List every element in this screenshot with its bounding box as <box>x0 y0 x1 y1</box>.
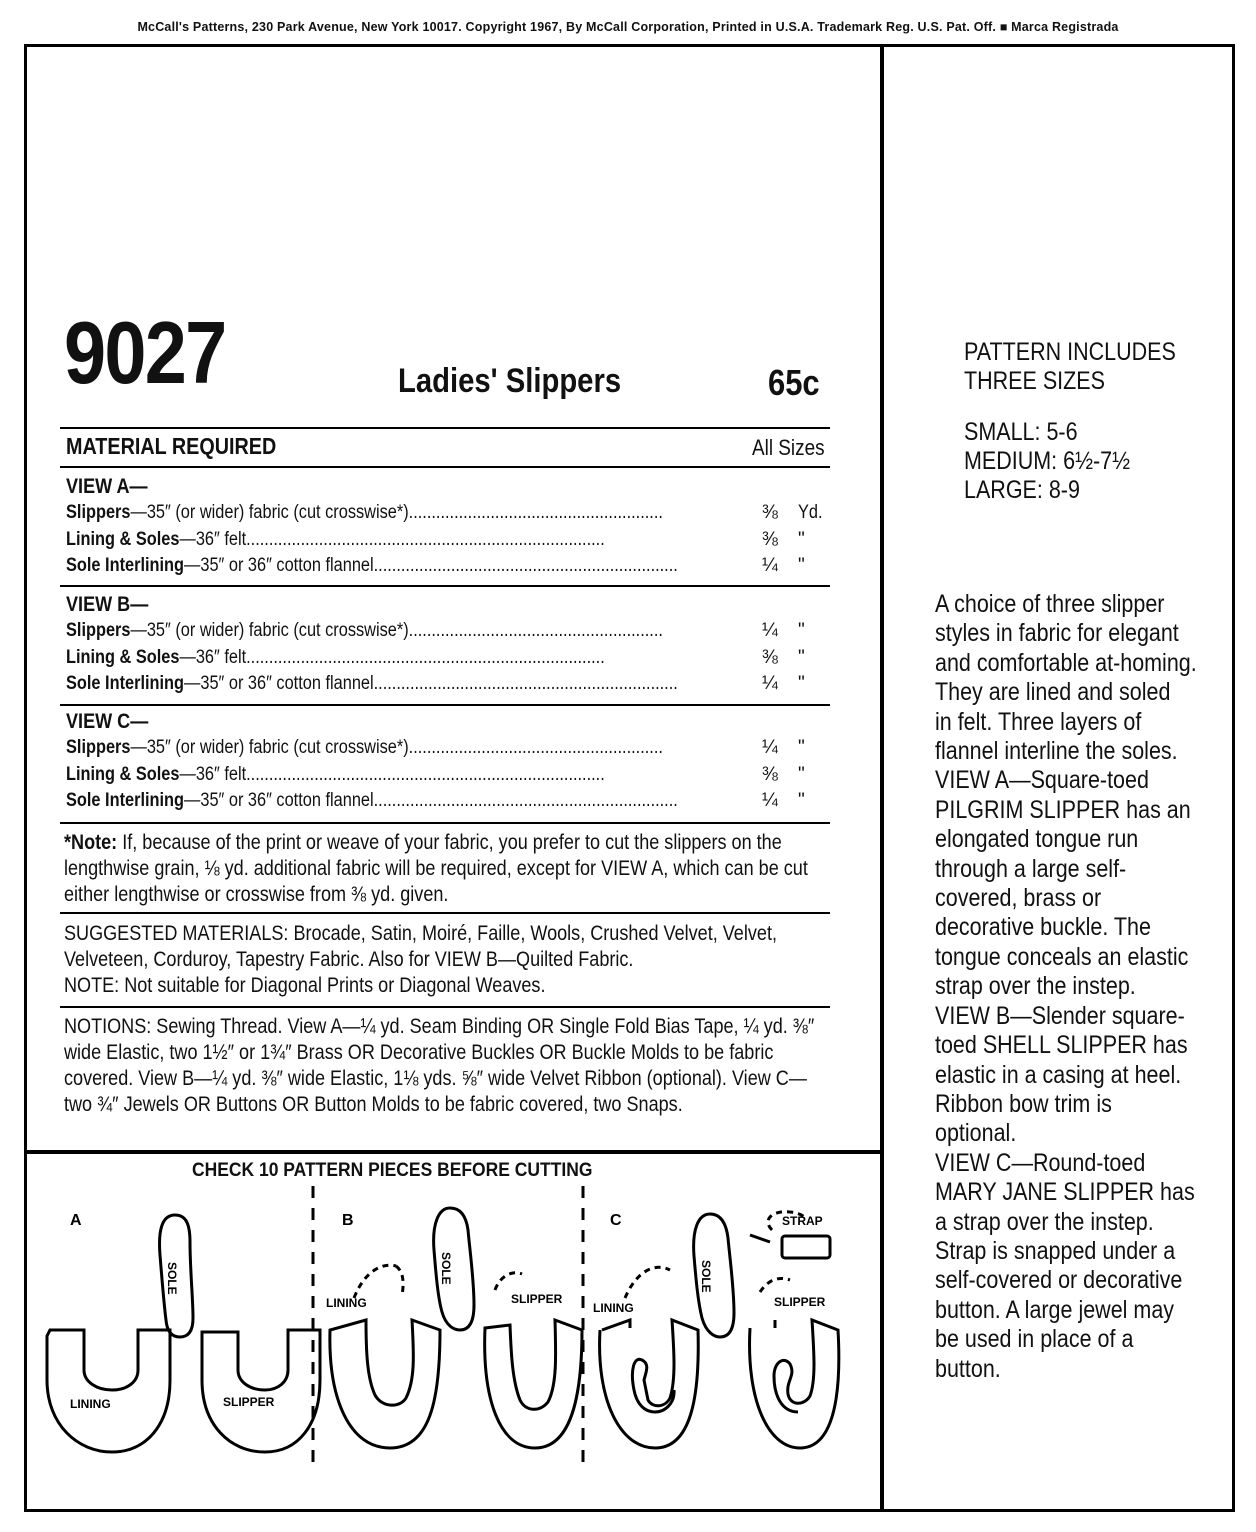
size-small: SMALL: 5-6 <box>964 418 1078 446</box>
rule <box>60 466 830 468</box>
rule <box>60 822 830 824</box>
material-unit: " <box>798 673 805 694</box>
description-line: tongue conceals an elastic <box>935 942 1189 971</box>
material-row: Lining & Soles—36″ felt............................................................................... <box>66 647 605 668</box>
material-row: Lining & Soles—36″ felt............................................................................... <box>66 529 605 550</box>
description-line: through a large self- <box>935 854 1127 883</box>
rule <box>60 427 830 429</box>
column-divider <box>880 44 884 1512</box>
description-line: Ribbon bow trim is <box>935 1089 1112 1118</box>
pattern-price: 65c <box>768 362 820 403</box>
view-c-heading: VIEW C— <box>66 710 149 733</box>
material-unit: " <box>798 764 805 785</box>
material-unit: " <box>798 620 805 641</box>
description-line: strap over the instep. <box>935 972 1136 1001</box>
description-line: Strap is snapped under a <box>935 1236 1176 1265</box>
material-qty: ⅜ <box>762 529 778 550</box>
sizes-heading-line2: THREE SIZES <box>964 367 1105 395</box>
material-qty: ¼ <box>762 620 778 641</box>
material-qty: ¼ <box>762 790 778 811</box>
view-a-heading: VIEW A— <box>66 475 148 498</box>
description-line: styles in fabric for elegant <box>935 619 1179 648</box>
material-row: Sole Interlining—35″ or 36″ cotton flannel................................................................... <box>66 790 678 811</box>
view-c-label: C <box>610 1212 622 1229</box>
material-row: Lining & Soles—36″ felt............................................................................... <box>66 764 605 785</box>
size-medium: MEDIUM: 6½-7½ <box>964 447 1131 475</box>
description-line: A choice of three slipper <box>935 590 1165 618</box>
suggested-note: NOTE: Not suitable for Diagonal Prints or Diagonal Weaves. <box>64 974 546 997</box>
description-line: decorative buckle. The <box>935 913 1151 942</box>
pattern-title: Ladies' Slippers <box>398 362 622 400</box>
material-qty: ¼ <box>762 737 778 758</box>
material-unit: " <box>798 555 805 576</box>
description-line: VIEW A—Square-toed <box>935 766 1149 795</box>
material-row: Sole Interlining—35″ or 36″ cotton flannel................................................................... <box>66 555 678 576</box>
description-line: self-covered or decorative <box>935 1266 1183 1295</box>
description-line: elastic in a casing at heel. <box>935 1060 1182 1089</box>
view-b-label: B <box>342 1212 354 1229</box>
sizes-block <box>964 338 1176 505</box>
description-line: VIEW C—Round-toed <box>935 1148 1146 1177</box>
rule <box>60 1006 830 1008</box>
rule <box>60 585 830 587</box>
suggested-materials: SUGGESTED MATERIALS: Brocade, Satin, Moiré, Faille, Wools, Crushed Velvet, Velvet, Velveteen, Corduroy, Tapestry Fabric. Also for VIEW B—Quilted Fabric. <box>64 922 777 971</box>
description-line: button. <box>935 1354 1001 1383</box>
description-line: PILGRIM SLIPPER has an <box>935 795 1191 824</box>
material-unit: " <box>798 790 805 811</box>
description-line: MARY JANE SLIPPER has <box>935 1178 1195 1207</box>
material-row: Slippers—35″ (or wider) fabric (cut crosswise*)........................................................ <box>66 737 663 758</box>
material-unit: " <box>798 647 805 668</box>
material-qty: ⅜ <box>762 764 778 785</box>
description-line: button. A large jewel may <box>935 1295 1175 1324</box>
material-heading: MATERIAL REQUIRED <box>66 433 277 459</box>
all-sizes-label: All Sizes <box>752 435 825 460</box>
lining-label: LINING <box>593 1301 634 1315</box>
view-a-label: A <box>70 1212 82 1229</box>
description-line: in felt. Three layers of <box>935 707 1142 736</box>
sole-label: SOLE <box>439 1252 453 1285</box>
sole-label: SOLE <box>165 1262 179 1295</box>
description-line: They are lined and soled <box>935 678 1171 707</box>
material-qty: ⅜ <box>762 502 778 523</box>
sizes-heading-line1: PATTERN INCLUDES <box>964 338 1176 366</box>
description-line: flannel interline the soles. <box>935 737 1178 766</box>
material-qty: ¼ <box>762 555 778 576</box>
description-line: covered, brass or <box>935 884 1102 913</box>
fabric-note: *Note: If, because of the print or weave of your fabric, you prefer to cut the slippers on the lengthwise grain, ⅛ yd. additional fabric will be required, except for VIEW A, which can be cut either lengthwise or crosswise from ⅜ yd. given. <box>64 831 808 906</box>
description-line: optional. <box>935 1119 1017 1148</box>
copyright-header: McCall's Patterns, 230 Park Avenue, New York 10017. Copyright 1967, By McCall Corporation, Printed in U.S.A. Trademark Reg. U.S. Pat. Off. ■ Marca Registrada <box>137 20 1119 34</box>
pattern-pieces-diagram <box>30 1180 850 1480</box>
pieces-divider <box>24 1150 882 1154</box>
pattern-number: 9027 <box>64 303 226 402</box>
description-line: a strap over the instep. <box>935 1207 1154 1236</box>
description-line: be used in place of a <box>935 1325 1134 1354</box>
lining-label: LINING <box>326 1296 367 1310</box>
lining-label: LINING <box>70 1397 111 1411</box>
material-row: Slippers—35″ (or wider) fabric (cut crosswise*)........................................................ <box>66 502 663 523</box>
description-line: toed SHELL SLIPPER has <box>935 1031 1188 1060</box>
material-unit: Yd. <box>798 502 823 523</box>
description-line: elongated tongue run <box>935 825 1139 854</box>
rule <box>60 704 830 706</box>
material-row: Slippers—35″ (or wider) fabric (cut crosswise*)........................................................ <box>66 620 663 641</box>
material-qty: ¼ <box>762 673 778 694</box>
description-line: VIEW B—Slender square- <box>935 1001 1185 1030</box>
material-row: Sole Interlining—35″ or 36″ cotton flannel................................................................... <box>66 673 678 694</box>
material-unit: " <box>798 529 805 550</box>
material-unit: " <box>798 737 805 758</box>
slipper-label: SLIPPER <box>223 1395 275 1409</box>
pattern-description <box>935 590 1197 1384</box>
rule <box>60 912 830 914</box>
strap-label: STRAP <box>782 1214 823 1228</box>
notions: NOTIONS: Sewing Thread. View A—¼ yd. Seam Binding OR Single Fold Bias Tape, ¼ yd. ⅜″ wide Elastic, two 1½″ or 1¾″ Brass OR Decorative Buckles OR Buckle Molds to be fabric covered. View B—¼ yd. ⅜″ wide Elastic, 1⅛ yds. ⅝″ wide Velvet Ribbon (optional). View C—two ¾″ Jewels OR Buttons OR Button Molds to be fabric covered, two Snaps. <box>64 1015 815 1116</box>
description-line: and comfortable at-homing. <box>935 648 1197 677</box>
slipper-label: SLIPPER <box>774 1295 826 1309</box>
view-b-heading: VIEW B— <box>66 593 149 616</box>
size-large: LARGE: 8-9 <box>964 476 1080 504</box>
sole-label: SOLE <box>699 1260 713 1293</box>
slipper-label: SLIPPER <box>511 1292 563 1306</box>
material-qty: ⅜ <box>762 647 778 668</box>
pattern-pieces-title: CHECK 10 PATTERN PIECES BEFORE CUTTING <box>192 1160 593 1181</box>
